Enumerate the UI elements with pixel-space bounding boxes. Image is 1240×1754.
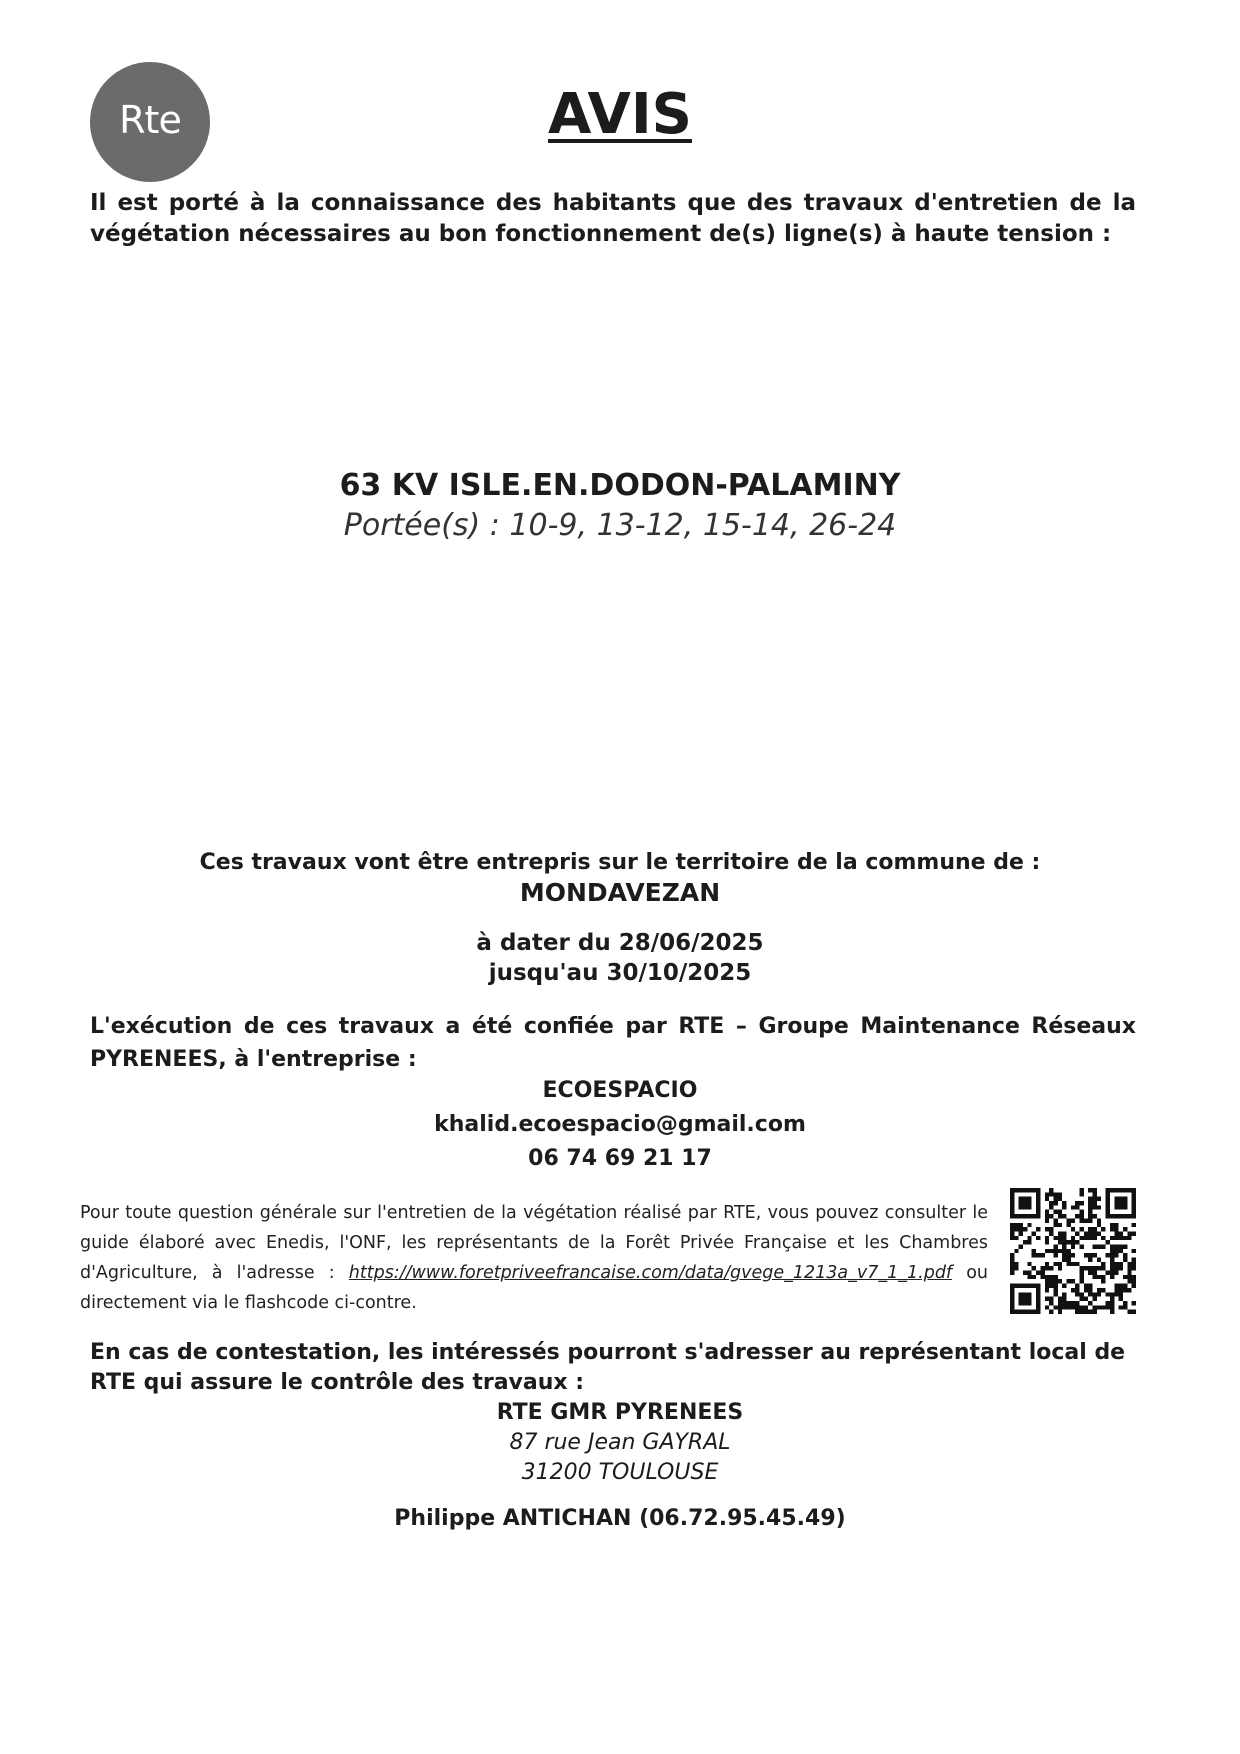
company-name: ECOESPACIO bbox=[542, 1078, 698, 1103]
contest-paragraph: En cas de contestation, les intéressés pourront s'adresser au représentant local de RTE qui assure le contrôle des travaux : bbox=[90, 1340, 1126, 1395]
representative-street: 87 rue Jean GAYRAL bbox=[509, 1430, 731, 1455]
rte-logo-text: Rte bbox=[119, 98, 181, 142]
company-phone: 06 74 69 21 17 bbox=[528, 1146, 712, 1171]
start-date: à dater du 28/06/2025 bbox=[476, 930, 764, 956]
commune-name: MONDAVEZAN bbox=[519, 878, 721, 907]
company-email: khalid.ecoespacio@gmail.com bbox=[434, 1112, 806, 1137]
power-line-name: 63 KV ISLE.EN.DODON-PALAMINY bbox=[339, 468, 901, 503]
representative-city: 31200 TOULOUSE bbox=[521, 1460, 719, 1485]
representative-org: RTE GMR PYRENEES bbox=[496, 1400, 744, 1425]
notice-title: AVIS bbox=[547, 82, 693, 147]
works-location-intro: Ces travaux vont être entrepris sur le territoire de la commune de : bbox=[199, 850, 1041, 875]
guide-text-before: Pour toute question générale sur l'entretien de la végétation réalisé par RTE, vous pouvez consulter le guide élaboré avec Enedis, l'ONF, les représentants de la Forêt Privée Française et les Chambres d'Agriculture, à l'adresse : bbox=[80, 1203, 988, 1283]
qr-code-icon[interactable] bbox=[1010, 1188, 1136, 1314]
intro-paragraph: Il est porté à la connaissance des habitants que des travaux d'entretien de la végétation nécessaires au bon fonctionnement de(s) ligne(s) à haute tension : bbox=[90, 190, 1136, 247]
power-line-spans: Portée(s) : 10-9, 13-12, 15-14, 26-24 bbox=[343, 508, 897, 543]
guide-paragraph bbox=[80, 1198, 988, 1318]
guide-text-after: ou directement via le flashcode ci-contre. bbox=[80, 1263, 988, 1313]
execution-paragraph: L'exécution de ces travaux a été confiée par RTE – Groupe Maintenance Réseaux PYRENEES, à l'entreprise : bbox=[90, 1014, 1136, 1072]
representative-contact: Philippe ANTICHAN (06.72.95.45.49) bbox=[394, 1506, 846, 1531]
guide-link[interactable]: https://www.foretpriveefrancaise.com/data/gvege_1213a_v7_1_1.pdf bbox=[348, 1263, 953, 1283]
end-date: jusqu'au 30/10/2025 bbox=[488, 960, 752, 986]
